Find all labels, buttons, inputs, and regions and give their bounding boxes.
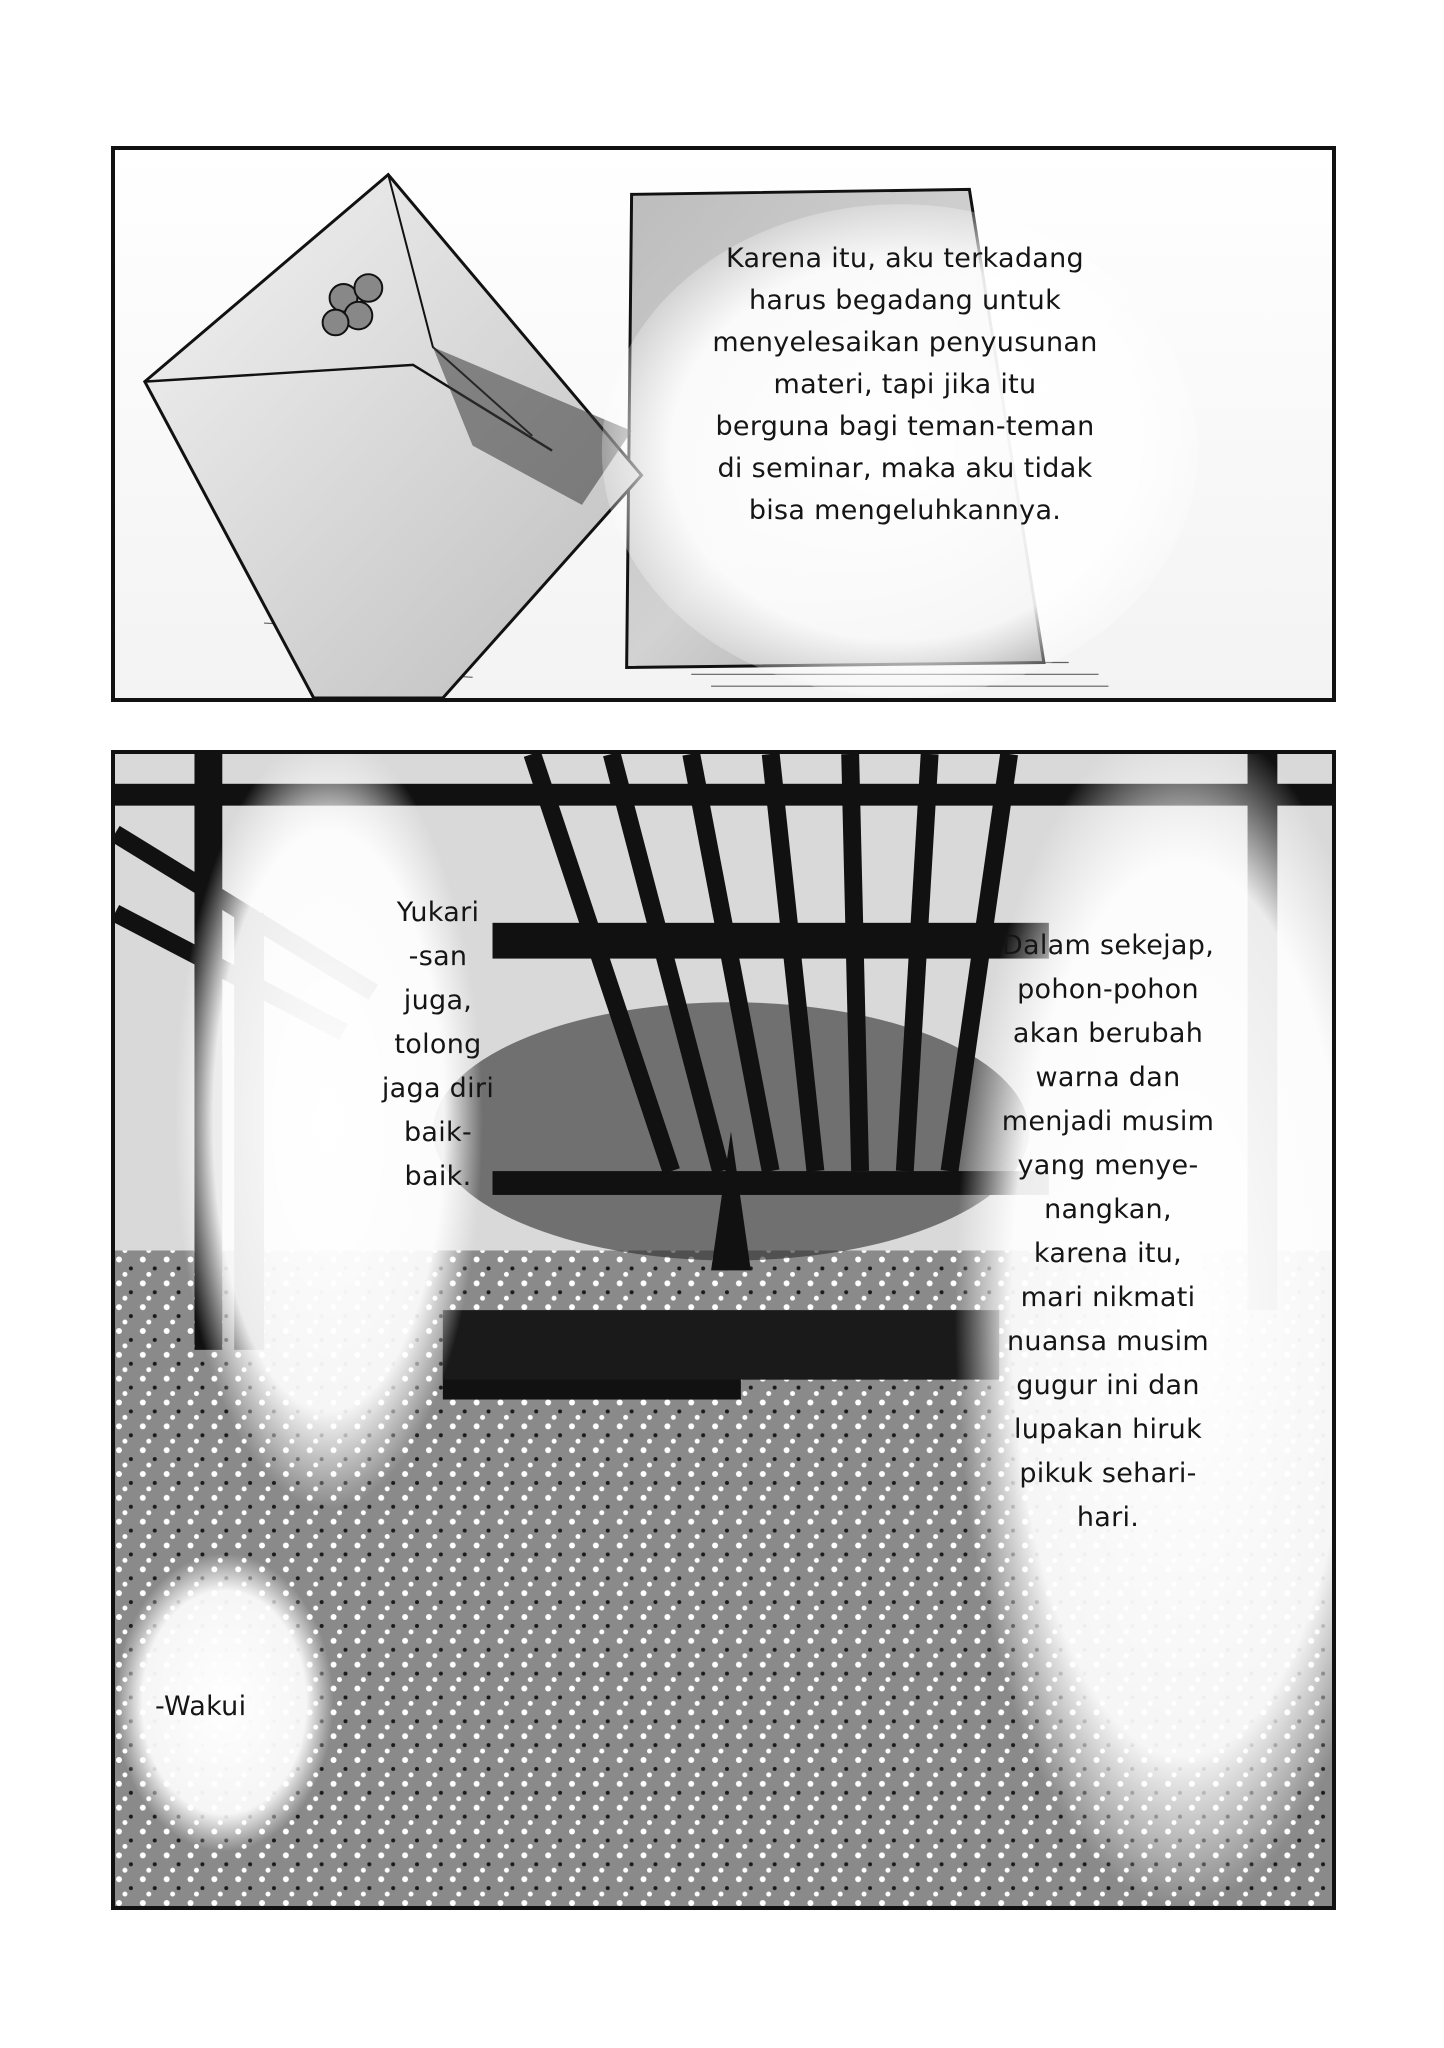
caption-signature: -Wakui: [155, 1691, 247, 1722]
caption-left-text: Yukari -san juga, tolong jaga diri baik- baik.: [381, 897, 495, 1192]
panel-envelope-letter: [111, 146, 1336, 702]
panel-pergola-scene: [111, 750, 1336, 1910]
caption-letter-text: Karena itu, aku terkadang harus begadang untuk menyelesaikan penyusunan materi, tapi jika itu berguna bagi teman-teman di seminar, maka aku tidak bisa mengeluhkannya.: [712, 243, 1098, 526]
caption-right-text: Dalam sekejap, pohon-pohon akan berubah warna dan menjadi musim yang menye- nangkan, karena itu, mari nikmati nuansa musim gugur ini dan lupakan hiruk pikuk sehari- hari.: [1001, 930, 1215, 1533]
bench: [443, 1310, 999, 1380]
